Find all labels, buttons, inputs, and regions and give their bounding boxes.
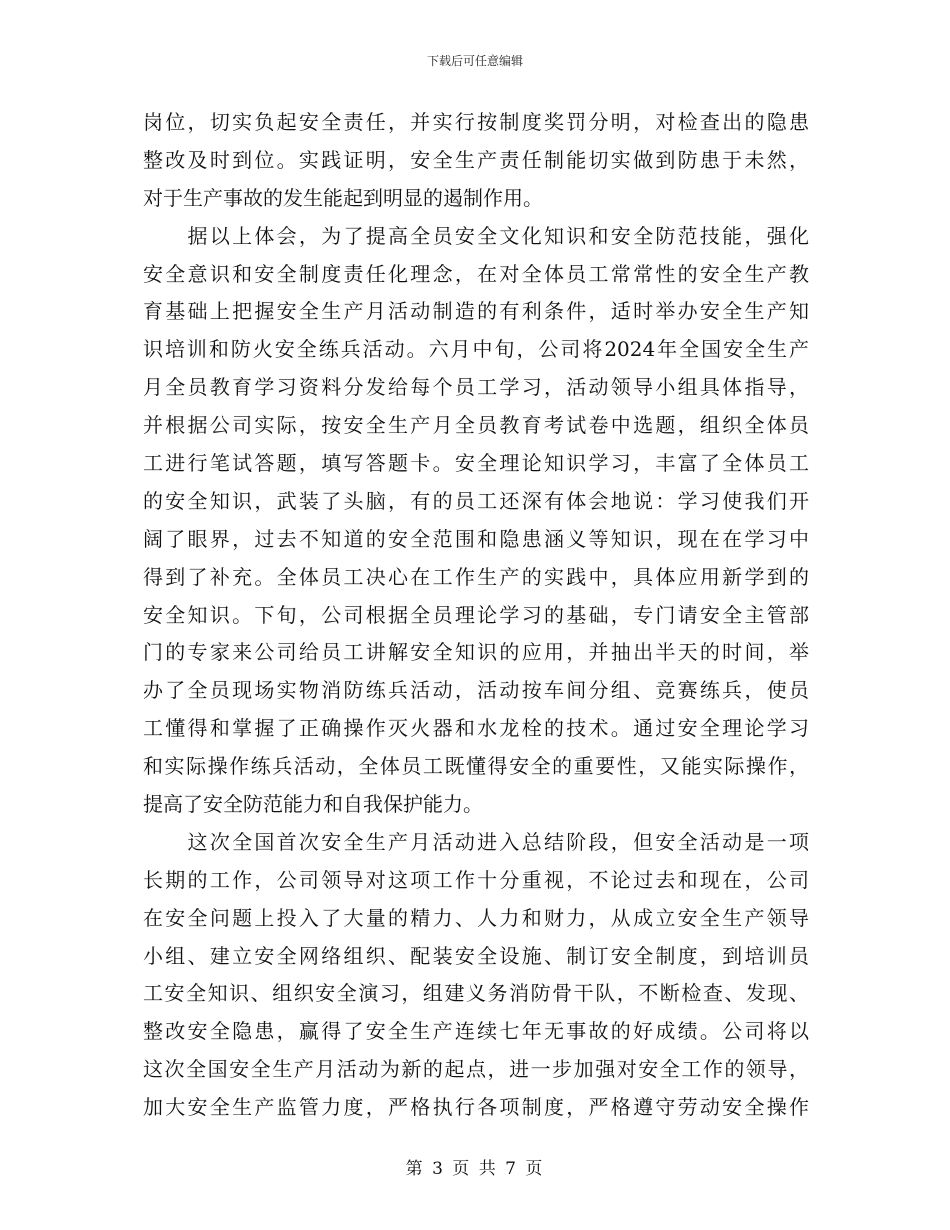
text-line: 的安全知识，武装了头脑，有的员工还深有体会地说：学习使我们开 (143, 488, 809, 513)
text-line: 工懂得和掌握了正确操作灭火器和水龙栓的技术。通过安全理论学习 (143, 716, 809, 741)
text-line: 整改及时到位。实践证明，安全生产责任制能切实做到防患于未然， (143, 147, 809, 172)
text-line: 阔了眼界，过去不知道的安全范围和隐患涵义等知识，现在在学习中 (143, 526, 809, 551)
text-line: 和实际操作练兵活动，全体员工既懂得安全的重要性，又能实际操作， (143, 754, 809, 779)
text-line: 月全员教育学习资料分发给每个员工学习，活动领导小组具体指导， (143, 375, 809, 400)
text-line: 这次全国首次安全生产月活动进入总结阶段，但安全活动是一项 (143, 829, 809, 854)
text-line: 小组、建立安全网络组织、配装安全设施、制订安全制度，到培训员 (143, 943, 809, 968)
text-line: 对于生产事故的发生能起到明显的遏制作用。 (143, 185, 543, 210)
text-line: 育基础上把握安全生产月活动制造的有利条件，适时举办安全生产知 (143, 299, 809, 324)
text-line: 据以上体会，为了提高全员安全文化知识和安全防范技能，强化 (143, 223, 809, 248)
text-line: 安全意识和安全制度责任化理念，在对全体员工常常性的安全生产教 (143, 261, 809, 286)
text-line: 工进行笔试答题，填写答题卡。安全理论知识学习，丰富了全体员工 (143, 451, 809, 476)
document-body (143, 104, 809, 1127)
text-line: 门的专家来公司给员工讲解安全知识的应用，并抽出半天的时间，举 (143, 640, 809, 665)
text-line: 得到了补充。全体员工决心在工作生产的实践中，具体应用新学到的 (143, 564, 809, 589)
text-line: 整改安全隐患，赢得了安全生产连续七年无事故的好成绩。公司将以 (143, 1019, 809, 1044)
text-line: 长期的工作，公司领导对这项工作十分重视，不论过去和现在，公司 (143, 867, 809, 892)
page-number: 第 3 页 共 7 页 (405, 1159, 545, 1179)
text-line: 加大安全生产监管力度，严格执行各项制度，严格遵守劳动安全操作 (143, 1095, 809, 1120)
text-line: 工安全知识、组织安全演习，组建义务消防骨干队，不断检查、发现、 (143, 981, 809, 1006)
text-line: 岗位，切实负起安全责任，并实行按制度奖罚分明，对检查出的隐患 (143, 110, 809, 134)
page-header: 下载后可任意编辑 (426, 54, 523, 68)
text-line: 安全知识。下旬，公司根据全员理论学习的基础，专门请安全主管部 (143, 602, 809, 627)
text-line: 识培训和防火安全练兵活动。六月中旬，公司将2024年全国安全生产 (143, 337, 809, 362)
text-line: 并根据公司实际，按安全生产月全员教育考试卷中选题，组织全体员 (143, 413, 809, 438)
text-line: 在安全问题上投入了大量的精力、人力和财力，从成立安全生产领导 (143, 905, 809, 930)
text-line: 这次全国安全生产月活动为新的起点，进一步加强对安全工作的领导， (143, 1057, 809, 1082)
text-line: 办了全员现场实物消防练兵活动，活动按车间分组、竞赛练兵，使员 (143, 678, 809, 703)
text-line: 提高了安全防范能力和自我保护能力。 (143, 792, 483, 817)
